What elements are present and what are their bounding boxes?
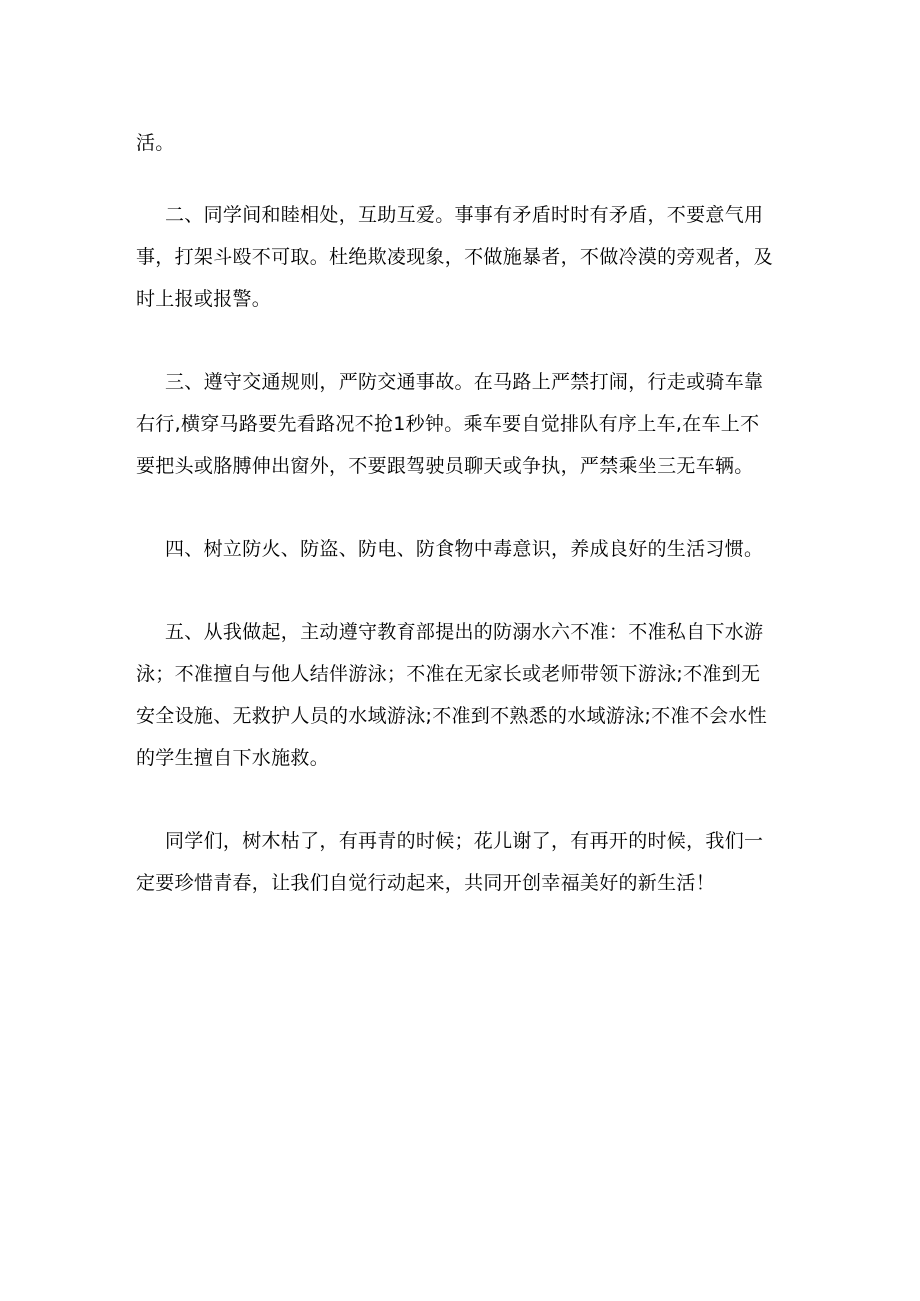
text-line: 四、树立防火、防盗、防电、防食物中毒意识，养成良好的生活习惯。 — [165, 538, 764, 560]
text-line: 五、从我做起，主动遵守教育部提出的防溺水六不准：不准私自下水游 — [165, 621, 764, 643]
paragraph-closing — [136, 820, 796, 904]
text-line: 的学生擅自下水施救。 — [136, 747, 330, 769]
text-line: 事，打架斗殴不可取。杜绝欺凌现象，不做施暴者，不做冷漠的旁观者，及 — [136, 246, 773, 268]
text-line: 同学们，树木枯了，有再青的时候；花儿谢了，有再开的时候，我们一 — [165, 830, 764, 852]
paragraph-section-two — [136, 194, 796, 320]
text-line: 时上报或报警。 — [136, 288, 272, 310]
text-line: 定要珍惜青春，让我们自觉行动起来，共同开创幸福美好的新生活！ — [136, 872, 716, 894]
text-line: 要把头或胳膊伸出窗外，不要跟驾驶员聊天或争执，严禁乘坐三无车辆。 — [136, 455, 754, 477]
paragraph-section-five — [136, 611, 796, 779]
text-line: 安全设施、无救护人员的水域游泳;不准到不熟悉的水域游泳;不准不会水性 — [136, 705, 768, 727]
text-line: 泳；不准擅自与他人结伴游泳；不准在无家长或老师带领下游泳;不准到无 — [136, 663, 761, 685]
text-line: 活。 — [136, 132, 175, 154]
paragraph-section-four — [136, 528, 796, 570]
text-line: 三、遵守交通规则，严防交通事故。在马路上严禁打闹，行走或骑车靠 — [165, 371, 764, 393]
text-line: 二、同学间和睦相处，互助互爱。事事有矛盾时时有矛盾，不要意气用 — [165, 204, 764, 226]
paragraph-continuation — [136, 122, 796, 164]
text-line: 右行,横穿马路要先看路况不抢1秒钟。乘车要自觉排队有序上车,在车上不 — [136, 413, 760, 435]
paragraph-section-three — [136, 361, 796, 487]
